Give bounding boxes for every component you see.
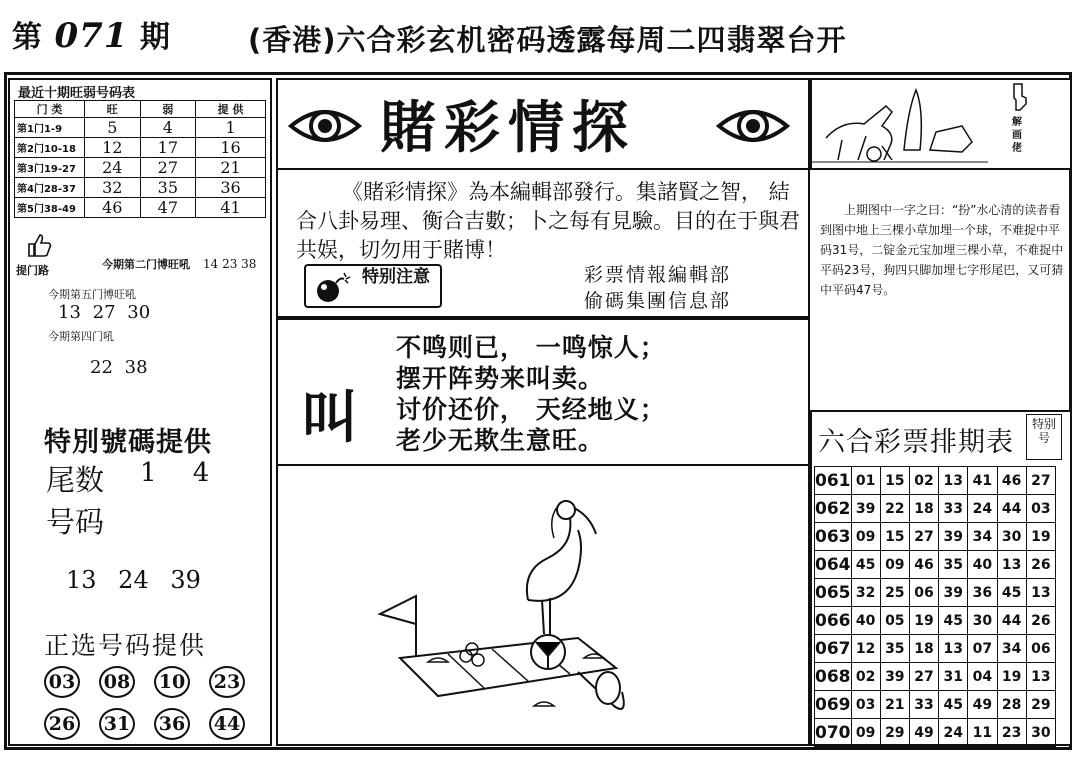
poem-keyword: 叫: [302, 386, 358, 451]
row-label: 第2门10-18: [15, 138, 85, 158]
notice-text: 特别注意: [362, 267, 430, 287]
notice-badge: [304, 264, 442, 308]
draw-number: 28: [997, 691, 1026, 719]
pick-grid: [44, 666, 264, 740]
recent-table-title: 最近十期旺弱号码表: [18, 86, 136, 101]
signature-2: 偷碼集團信息部: [584, 290, 732, 312]
recent-table-header: [15, 101, 266, 118]
pick-number: 26: [44, 708, 80, 740]
draw-special-number: 13: [1026, 579, 1055, 607]
cell: 41: [196, 198, 266, 218]
draw-number: 27: [909, 523, 938, 551]
draw-number: 39: [939, 579, 968, 607]
draw-number: 09: [851, 523, 880, 551]
draw-number: 39: [939, 523, 968, 551]
decode-label: 解画佬: [1012, 117, 1022, 154]
issue-number: 071: [54, 16, 129, 56]
intro-text: 《賭彩情探》為本編輯部發行。集諸賢之智， 結合八卦易理、衡合吉數；卜之每有見驗。目的在于與君共娱，切勿用于賭博！: [296, 180, 800, 262]
issue-label: [12, 12, 171, 56]
draw-number: 06: [909, 579, 938, 607]
pointing-hand-icon: [1010, 82, 1028, 112]
draw-number: 40: [968, 551, 997, 579]
table-row: [815, 691, 1056, 719]
draw-issue: 067: [815, 635, 852, 663]
cell: 4: [140, 118, 196, 138]
draw-number: 29: [880, 719, 909, 747]
last-issue-illustration: [812, 80, 988, 166]
gate2-label: 今期第二门博旺吼: [102, 258, 190, 271]
draw-number: 45: [939, 607, 968, 635]
draw-number: 49: [968, 691, 997, 719]
pick-number: 08: [99, 666, 135, 698]
draw-number: 13: [939, 635, 968, 663]
cell: 1: [196, 118, 266, 138]
tip-label: 提门路: [16, 264, 49, 277]
draw-issue: 068: [815, 663, 852, 691]
cell: 5: [85, 118, 141, 138]
draw-number: 32: [851, 579, 880, 607]
cell: 16: [196, 138, 266, 158]
draw-issue: 063: [815, 523, 852, 551]
table-row: [15, 158, 266, 178]
riddle-illustration: [278, 466, 808, 744]
table-row: [815, 579, 1056, 607]
draw-number: 24: [939, 719, 968, 747]
draw-number: 31: [939, 663, 968, 691]
special-number-label: 特别号: [1026, 414, 1062, 460]
draw-number: 05: [880, 607, 909, 635]
draw-number: 30: [997, 523, 1026, 551]
draw-number: 33: [939, 495, 968, 523]
poem-text: [396, 332, 666, 456]
draw-special-number: 26: [1026, 607, 1055, 635]
draw-number: 18: [909, 635, 938, 663]
table-row: [815, 663, 1056, 691]
draw-special-number: 29: [1026, 691, 1055, 719]
draw-issue: 065: [815, 579, 852, 607]
code-label: 号码: [46, 505, 105, 539]
cell: 35: [140, 178, 196, 198]
brand-title: 賭彩情探: [380, 95, 636, 161]
draw-number: 22: [880, 495, 909, 523]
draw-number: 12: [851, 635, 880, 663]
draw-number: 25: [880, 579, 909, 607]
col-header: 提 供: [196, 101, 266, 118]
cell: 36: [196, 178, 266, 198]
draw-number: 04: [968, 663, 997, 691]
gate5-numbers: 13 27 30: [58, 302, 151, 323]
tail-label: 尾数: [46, 463, 105, 497]
last-issue-hint: 上期图中一字之曰：“扮”水心清的读者看到图中地上三棵小草加埋一个球，不难捉中平码31号，二锭金元宝加埋三棵小草，不难捉中平码23号，狗四只脚加埋七字形尾巴，又可猜中平码47号。: [820, 203, 1064, 297]
draw-number: 09: [880, 551, 909, 579]
draw-number: 39: [880, 663, 909, 691]
table-row: [815, 551, 1056, 579]
pick-number: 23: [209, 666, 245, 698]
page-header: [8, 6, 1072, 64]
decode-panel: [810, 78, 1072, 170]
poem-line: 不鸣则已， 一鸣惊人；: [396, 333, 666, 362]
pick-number: 44: [209, 708, 245, 740]
draw-number: 02: [909, 467, 938, 495]
draw-special-number: 27: [1026, 467, 1055, 495]
draw-number: 44: [997, 495, 1026, 523]
cell: 47: [140, 198, 196, 218]
pick-number: 10: [154, 666, 190, 698]
issue-suffix: 期: [139, 20, 171, 55]
col-header: 旺: [85, 101, 141, 118]
riddle-picture-panel: [276, 464, 810, 746]
issue-prefix: 第: [12, 20, 43, 55]
draw-issue: 070: [815, 719, 852, 747]
table-row: [15, 118, 266, 138]
draw-number: 41: [968, 467, 997, 495]
draw-number: 01: [851, 467, 880, 495]
page-title: (香港)六合彩玄机密码透露每周二四翡翠台开: [248, 23, 847, 57]
cell: 46: [85, 198, 141, 218]
cell: 32: [85, 178, 141, 198]
draw-number: 39: [851, 495, 880, 523]
pick-number: 36: [154, 708, 190, 740]
draw-number: 49: [909, 719, 938, 747]
draw-special-number: 06: [1026, 635, 1055, 663]
draw-number: 09: [851, 719, 880, 747]
table-row: [15, 138, 266, 158]
table-row: [815, 719, 1056, 747]
draw-number: 19: [997, 663, 1026, 691]
draw-number: 11: [968, 719, 997, 747]
draw-number: 45: [939, 691, 968, 719]
gate2-numbers: 14 23 38: [203, 257, 257, 271]
draw-number: 23: [997, 719, 1026, 747]
draw-number: 46: [909, 551, 938, 579]
cell: 17: [140, 138, 196, 158]
col-header: 门 类: [15, 101, 85, 118]
table-row: [815, 607, 1056, 635]
draw-number: 35: [939, 551, 968, 579]
cell: 27: [140, 158, 196, 178]
pick-number: 03: [44, 666, 80, 698]
draw-number: 36: [968, 579, 997, 607]
eye-icon: [716, 102, 790, 150]
draw-issue: 064: [815, 551, 852, 579]
draw-number: 21: [880, 691, 909, 719]
draw-number: 30: [968, 607, 997, 635]
col-header: 弱: [140, 101, 196, 118]
draw-number: 24: [968, 495, 997, 523]
row-label: 第4门28-37: [15, 178, 85, 198]
table-row: [815, 495, 1056, 523]
draw-number: 18: [909, 495, 938, 523]
draw-number: 27: [909, 663, 938, 691]
draw-number: 40: [851, 607, 880, 635]
draw-issue: 062: [815, 495, 852, 523]
gate4-numbers: 22 38: [90, 357, 148, 378]
draw-issue: 069: [815, 691, 852, 719]
draw-special-number: 13: [1026, 663, 1055, 691]
draw-number: 45: [997, 579, 1026, 607]
cell: 24: [85, 158, 141, 178]
draw-number: 02: [851, 663, 880, 691]
draw-number: 34: [997, 635, 1026, 663]
draw-issue: 061: [815, 467, 852, 495]
table-row: [15, 198, 266, 218]
special-title: 特別號碼提供: [44, 427, 212, 458]
schedule-title: 六合彩票排期表: [818, 427, 1014, 458]
draw-number: 15: [880, 467, 909, 495]
poem-line: 老少无欺生意旺。: [396, 426, 605, 455]
gate5-label: 今期第五门博旺吼: [48, 288, 136, 301]
draw-number: 03: [851, 691, 880, 719]
draw-number: 35: [880, 635, 909, 663]
gate4-label: 今期第四门吼: [48, 330, 114, 343]
pick-number: 31: [99, 708, 135, 740]
thumbs-up-icon: [26, 232, 52, 264]
row-label: 第1门1-9: [15, 118, 85, 138]
draw-number: 19: [909, 607, 938, 635]
draw-number: 45: [851, 551, 880, 579]
pick-title: 正选号码提供: [44, 631, 207, 660]
poem-line: 摆开阵势来叫卖。: [396, 364, 605, 393]
poem-line: 讨价还价， 天经地义；: [396, 395, 666, 424]
table-row: [15, 178, 266, 198]
cell: 21: [196, 158, 266, 178]
draw-schedule-table: [814, 466, 1056, 747]
draw-special-number: 26: [1026, 551, 1055, 579]
draw-number: 33: [909, 691, 938, 719]
signature-1: 彩票情報編輯部: [584, 264, 732, 286]
recent-table: [14, 100, 266, 218]
draw-number: 46: [997, 467, 1026, 495]
table-row: [815, 467, 1056, 495]
draw-number: 15: [880, 523, 909, 551]
draw-special-number: 19: [1026, 523, 1055, 551]
draw-special-number: 30: [1026, 719, 1055, 747]
row-label: 第3门19-27: [15, 158, 85, 178]
table-row: [815, 635, 1056, 663]
eye-icon: [288, 102, 362, 150]
bomb-icon: [312, 271, 352, 305]
draw-issue: 066: [815, 607, 852, 635]
cell: 12: [85, 138, 141, 158]
draw-number: 34: [968, 523, 997, 551]
draw-number: 07: [968, 635, 997, 663]
draw-number: 13: [997, 551, 1026, 579]
code-numbers: 13 24 39: [66, 566, 201, 594]
draw-special-number: 03: [1026, 495, 1055, 523]
tail-numbers: 1 4: [140, 458, 210, 488]
row-label: 第5门38-49: [15, 198, 85, 218]
table-row: [815, 523, 1056, 551]
draw-number: 13: [939, 467, 968, 495]
draw-number: 44: [997, 607, 1026, 635]
